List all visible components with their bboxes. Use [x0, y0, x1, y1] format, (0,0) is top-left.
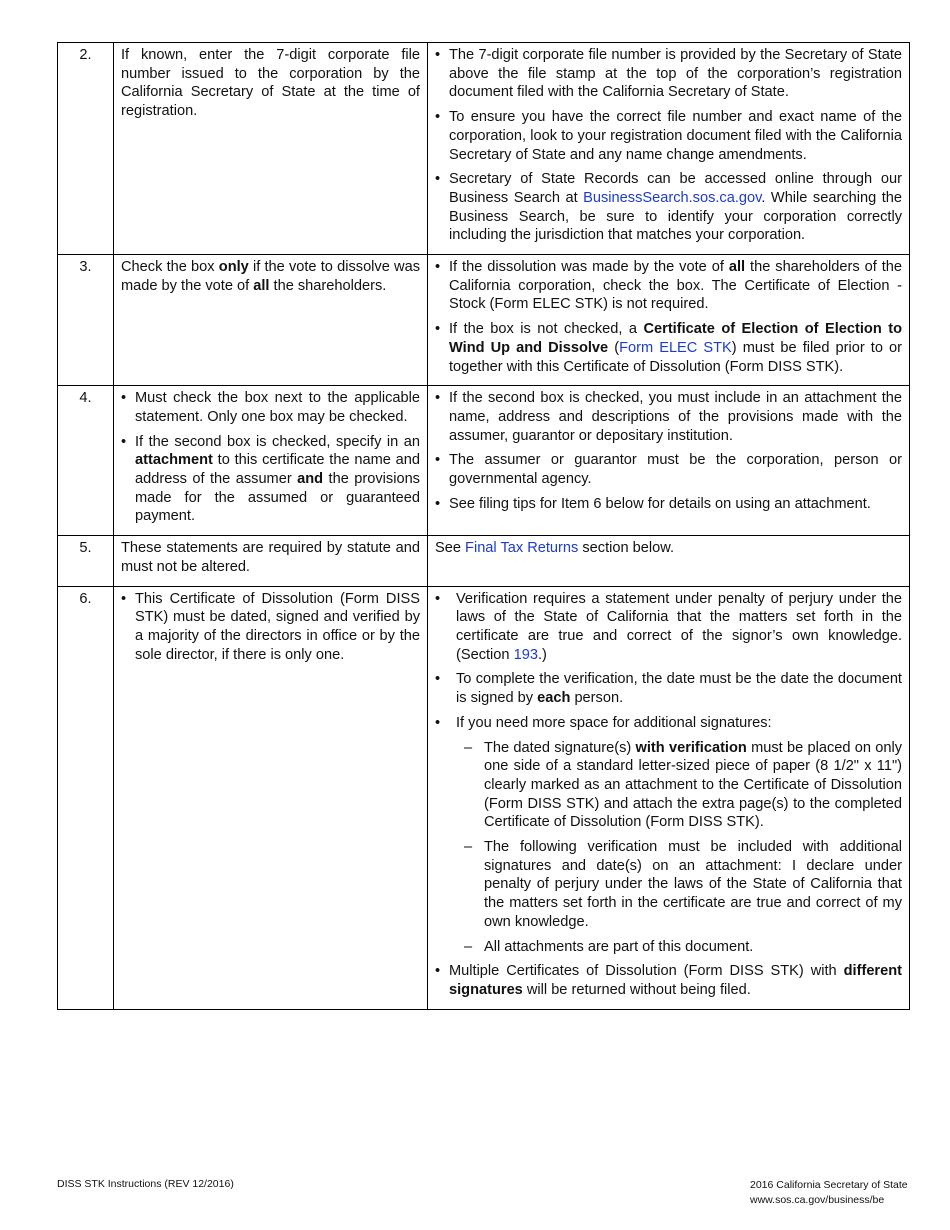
- list-item: [435, 590, 902, 665]
- item-details: [428, 386, 910, 536]
- text-span: the shareholders.: [269, 277, 387, 294]
- text-span: If the dissolution was made by the vote of: [449, 259, 729, 276]
- text-span: ) must be filed prior to or together with this Certificate of Dissolution (Form DISS STK).: [449, 339, 902, 375]
- table-row: [58, 586, 910, 1009]
- item-details: [428, 43, 910, 255]
- table-row: [58, 43, 910, 255]
- text-span: must be placed on only one side of a standard letter-sized piece of paper (8 1/2" x 11") clearly marked as an attachment to the Certificate of Dissolution (Form DISS STK) and attach the extra page(s) to the completed Certificate of Dissolution (Form DISS STK).: [484, 739, 903, 831]
- sub-list-item: – The following verification must be included with additional signatures and date(s) on an attachment: I declare under penalty of perjury under the laws of the State of California that the matters set forth in the certificate are true and correct of my own knowledge.: [456, 838, 902, 932]
- item-instruction: [114, 43, 428, 255]
- text-span: if the vote to dissolve was made by the vote of: [121, 259, 420, 294]
- sub-list-item: [456, 739, 902, 833]
- list-item: • Must check the box next to the applicable statement. Only one box may be checked.: [121, 389, 420, 426]
- item-number: 4.: [58, 386, 114, 536]
- text-span: The dated signature(s): [484, 739, 636, 756]
- list-item: • See filing tips for Item 6 below for details on using an attachment.: [435, 495, 902, 514]
- footer-copyright: [750, 1178, 908, 1208]
- text-span: Multiple Certificates of Dissolution (Form DISS STK) with: [449, 963, 844, 980]
- item-instruction: [114, 386, 428, 536]
- text-span: Verification requires a statement under penalty of perjury under the laws of the State of California that the matters set forth in the certificate are true and correct of the signor’s own knowledge. (Section: [456, 590, 902, 663]
- text-span: person.: [570, 690, 624, 707]
- list-item: • The assumer or guarantor must be the corporation, person or governmental agency.: [435, 451, 902, 488]
- table-row: [58, 536, 910, 586]
- bold-text: with verification: [635, 739, 747, 756]
- footer-form-revision: DISS STK Instructions (REV 12/2016): [57, 1178, 234, 1190]
- bold-text: all: [253, 277, 270, 294]
- footer-copyright-line: 2016 California Secretary of State: [750, 1179, 908, 1191]
- item-instruction: [114, 536, 428, 586]
- list-item: [435, 258, 902, 314]
- list-item: [435, 170, 902, 245]
- text-span: . While searching the Business Search, be sure to identify your corporation correctly including the jurisdiction that matches your corporation.: [449, 189, 902, 244]
- table-row: [58, 255, 910, 386]
- instructions-table: [57, 42, 910, 1010]
- list-item: [435, 320, 902, 376]
- bold-text: each: [537, 690, 571, 707]
- list-item: [435, 962, 902, 999]
- list-item: • The 7-digit corporate file number is provided by the Secretary of State above the file stamp at the top of the corporation’s registration document filed with the California Secretary of State.: [435, 46, 902, 102]
- list-item: [435, 714, 902, 956]
- item-details: [428, 536, 910, 586]
- item-details: [428, 586, 910, 1009]
- final-tax-returns-link[interactable]: Final Tax Returns: [465, 540, 579, 557]
- text-span: .): [537, 646, 547, 663]
- text-span: If you need more space for additional signatures:: [456, 714, 772, 731]
- item-number: 6.: [58, 586, 114, 1009]
- text-span: to this certificate the name and address of the assumer: [135, 452, 420, 488]
- list-item: • To ensure you have the correct file number and exact name of the corporation, look to your registration document filed with the California Secretary of State and any name change amendments.: [435, 108, 902, 164]
- item-instruction: [114, 586, 428, 1009]
- section-193-link[interactable]: 193: [513, 646, 538, 663]
- item-details: [428, 255, 910, 386]
- list-item: • This Certificate of Dissolution (Form DISS STK) must be dated, signed and verified by a majority of the directors in office or by the sole director, if there is only one.: [121, 590, 420, 665]
- business-search-link[interactable]: BusinessSearch.sos.ca.gov: [583, 189, 762, 206]
- text-span: the provisions made for the assumed or guaranteed payment.: [135, 471, 420, 525]
- details-text: [435, 539, 902, 558]
- instruction-text: These statements are required by statute and must not be altered.: [121, 540, 420, 575]
- sub-list: [456, 739, 902, 957]
- list-item: [121, 433, 420, 527]
- instruction-text: [121, 258, 420, 295]
- text-span: If the second box is checked, specify in an: [135, 433, 420, 450]
- item-instruction: [114, 255, 428, 386]
- sub-list-item: – All attachments are part of this document.: [456, 938, 902, 957]
- table-row: [58, 386, 910, 536]
- item-number: 3.: [58, 255, 114, 386]
- text-span: Check the box: [121, 259, 219, 276]
- bold-text: Certificate of Election of Election to Wind Up and Dissolve: [449, 321, 902, 356]
- text-span: Secretary of State Records can be accessed online through our Business Search at: [449, 171, 902, 206]
- bold-text: different signatures: [449, 963, 902, 998]
- list-item: • If the second box is checked, you must include in an attachment the name, address and descriptions of the provisions made with the assumer, guarantor or depositary institution.: [435, 389, 902, 445]
- text-span: section below.: [578, 540, 675, 557]
- text-span: If the box is not checked, a: [449, 321, 644, 338]
- list-item: [435, 670, 902, 707]
- instruction-text: If known, enter the 7-digit corporate file number issued to the corporation by the California Secretary of State at the time of registration.: [121, 47, 420, 120]
- bold-text: attachment: [135, 452, 213, 469]
- text-span: See: [435, 540, 466, 557]
- footer-website: www.sos.ca.gov/business/be: [750, 1194, 885, 1206]
- text-span: will be returned without being filed.: [522, 981, 751, 998]
- text-span: (: [608, 339, 620, 356]
- bold-text: only: [218, 259, 249, 276]
- form-elec-stk-link[interactable]: Form ELEC STK: [619, 339, 732, 356]
- text-span: the shareholders of the California corporation, check the box. The Certificate of Election - Stock (Form ELEC STK) is not required.: [449, 259, 902, 313]
- bold-text: all: [728, 259, 746, 276]
- text-span: To complete the verification, the date must be the date the document is signed by: [456, 671, 902, 707]
- bold-text: and: [297, 471, 324, 488]
- item-number: 5.: [58, 536, 114, 586]
- item-number: 2.: [58, 43, 114, 255]
